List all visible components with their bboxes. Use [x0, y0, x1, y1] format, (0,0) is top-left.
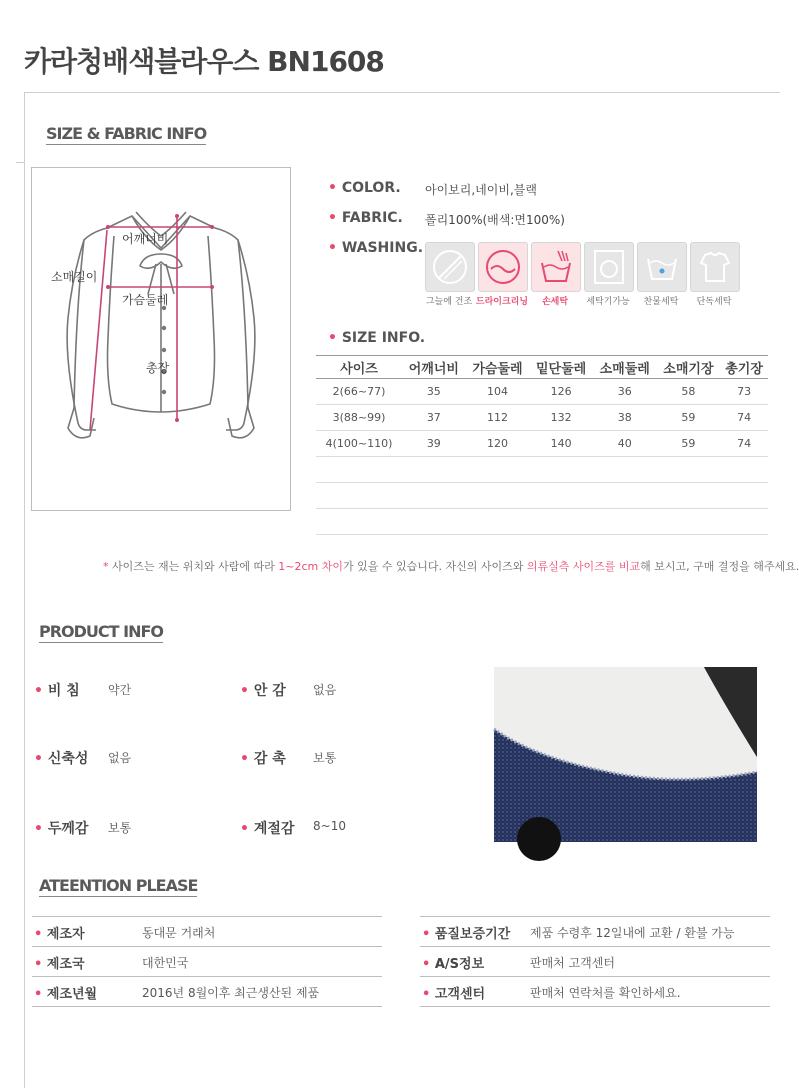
dry-clean-label: 드라이크리닝 — [475, 297, 529, 307]
sleeve-circ-col-header: 소매둘레 — [593, 356, 657, 379]
lining-label: • 안 감 — [240, 683, 286, 699]
size-info-label-row: • SIZE INFO. — [328, 330, 426, 346]
attention-right-top-rule — [420, 916, 770, 917]
season-value: 8~10 — [313, 819, 346, 833]
fabric-label: FABRIC. — [341, 210, 403, 226]
size-note — [103, 558, 799, 574]
thickness-value: 보통 — [108, 821, 132, 835]
table-cell: 36 — [593, 379, 657, 405]
total-len-col-header: 총기장 — [720, 356, 768, 379]
table-cell: 58 — [657, 379, 721, 405]
table-cell: 126 — [529, 379, 593, 405]
sleeve-len-col-header: 소매기장 — [657, 356, 721, 379]
color-label-row: • COLOR. — [328, 180, 401, 196]
chest-label: 가슴둘레 — [122, 293, 169, 307]
table-cell: 2(66~77) — [316, 379, 402, 405]
washing-label-row: • WASHING. — [328, 240, 424, 256]
hand-wash-label: 손세탁 — [541, 297, 569, 307]
size-col-header: 사이즈 — [316, 356, 402, 379]
chest-col-header: 가슴둘레 — [466, 356, 530, 379]
sheerness-label: • 비 침 — [34, 683, 80, 699]
texture-label: • 감 촉 — [240, 751, 286, 767]
table-cell: 73 — [720, 379, 768, 405]
attention-left-top-rule — [32, 916, 382, 917]
customer-center-value: 판매처 연락처를 확인하세요. — [530, 986, 681, 1000]
table-row-empty — [316, 457, 768, 483]
sleeve-measure-line — [90, 230, 107, 430]
table-row — [316, 379, 768, 405]
table-cell: 74 — [720, 405, 768, 431]
washing-machine-icon — [584, 242, 634, 292]
table-cell: 4(100~110) — [316, 431, 402, 457]
separate-wash-label: 단독세탁 — [696, 297, 732, 307]
table-cell: 59 — [657, 405, 721, 431]
note-text-3: 해 보시고, 구매 결정을 해주세요. — [640, 560, 799, 573]
attention-left-rule — [32, 946, 382, 947]
fabric-value: 폴리100%(배색:면100%) — [425, 213, 565, 227]
attention-heading: ATEENTION PLEASE — [39, 876, 198, 895]
table-cell: 140 — [529, 431, 593, 457]
note-text-2: 가 있을 수 있습니다. 자신의 사이즈와 — [342, 560, 527, 573]
as-info-label: • A/S정보 — [422, 957, 485, 972]
stretch-value: 없음 — [108, 751, 132, 765]
table-row — [316, 431, 768, 457]
warm-wash-icon — [637, 242, 687, 292]
attention-left-rule — [32, 976, 382, 977]
manufacture-date-label: • 제조년월 — [34, 987, 98, 1002]
table-cell: 3(88~99) — [316, 405, 402, 431]
shoulder-col-header: 어깨너비 — [402, 356, 466, 379]
table-row-empty — [316, 483, 768, 509]
color-label: COLOR. — [341, 180, 401, 196]
note-highlight-1: 1~2cm 차이 — [278, 560, 343, 573]
table-cell: 40 — [593, 431, 657, 457]
size-info-label: SIZE INFO. — [341, 330, 426, 346]
table-cell: 59 — [657, 431, 721, 457]
customer-center-label: • 고객센터 — [422, 987, 486, 1002]
table-cell: 104 — [466, 379, 530, 405]
texture-value: 보통 — [313, 751, 337, 765]
table-cell: 132 — [529, 405, 593, 431]
note-highlight-2: 의류실측 사이즈를 비교 — [526, 560, 641, 573]
table-cell: 39 — [402, 431, 466, 457]
table-row-empty — [316, 509, 768, 535]
shade-dry-label: 그늘에 건조 — [425, 297, 473, 307]
sleeve-length-label: 소매길이 — [51, 270, 98, 284]
table-row — [316, 405, 768, 431]
frame-left-rule — [24, 92, 25, 1088]
manufacturer-value: 동대문 거래처 — [142, 926, 216, 940]
lining-value: 없음 — [313, 683, 337, 697]
attention-left-rule — [32, 1006, 382, 1007]
product-title: 카라청배색블라우스 BN1608 — [24, 45, 384, 78]
table-cell: 35 — [402, 379, 466, 405]
separate-wash-icon — [690, 242, 740, 292]
fabric-detail-photo — [494, 667, 757, 842]
table-cell: 37 — [402, 405, 466, 431]
season-label: • 계절감 — [240, 821, 295, 837]
warranty-value: 제품 수령후 12일내에 교환 / 환불 가능 — [530, 926, 735, 940]
hand-wash-icon — [531, 242, 581, 292]
total-length-label: 총장 — [146, 361, 170, 375]
frame-top-rule — [24, 92, 780, 93]
table-cell: 112 — [466, 405, 530, 431]
country-value: 대한민국 — [142, 956, 189, 970]
note-text-1: 사이즈는 재는 위치와 사람에 따라 — [112, 560, 279, 573]
dry-clean-icon — [478, 242, 528, 292]
warranty-label: • 품질보증기간 — [422, 927, 511, 942]
table-cell: 74 — [720, 431, 768, 457]
manufacture-date-value: 2016년 8월이후 최근생산된 제품 — [142, 986, 320, 1000]
size-fabric-heading: SIZE & FABRIC INFO — [46, 124, 207, 143]
manufacturer-label: • 제조자 — [34, 927, 85, 942]
color-value: 아이보리,네이비,블랙 — [425, 183, 537, 197]
washing-machine-label: 세탁기가능 — [586, 297, 630, 307]
garment-diagram — [31, 167, 291, 511]
size-table-header-row — [316, 356, 768, 379]
attention-right-rule — [420, 946, 770, 947]
product-info-heading: PRODUCT INFO — [39, 622, 164, 641]
fabric-label-row: • FABRIC. — [328, 210, 403, 226]
size-table — [316, 355, 768, 535]
attention-right-rule — [420, 976, 770, 977]
attention-right-rule — [420, 1006, 770, 1007]
thickness-label: • 두께감 — [34, 821, 89, 837]
sheerness-value: 약간 — [108, 683, 132, 697]
hem-col-header: 밑단둘레 — [529, 356, 593, 379]
blouse-sketch — [32, 168, 290, 510]
shoulder-width-label: 어깨너비 — [122, 232, 169, 246]
stretch-label: • 신축성 — [34, 751, 89, 767]
warm-wash-label: 찬물세탁 — [643, 297, 679, 307]
frame-tick — [16, 162, 24, 163]
table-cell: 120 — [466, 431, 530, 457]
country-label: • 제조국 — [34, 957, 85, 972]
table-cell: 38 — [593, 405, 657, 431]
as-info-value: 판매처 고객센터 — [530, 956, 615, 970]
note-star: * — [103, 560, 109, 573]
shade-dry-icon — [425, 242, 475, 292]
washing-label: WASHING. — [341, 240, 424, 256]
